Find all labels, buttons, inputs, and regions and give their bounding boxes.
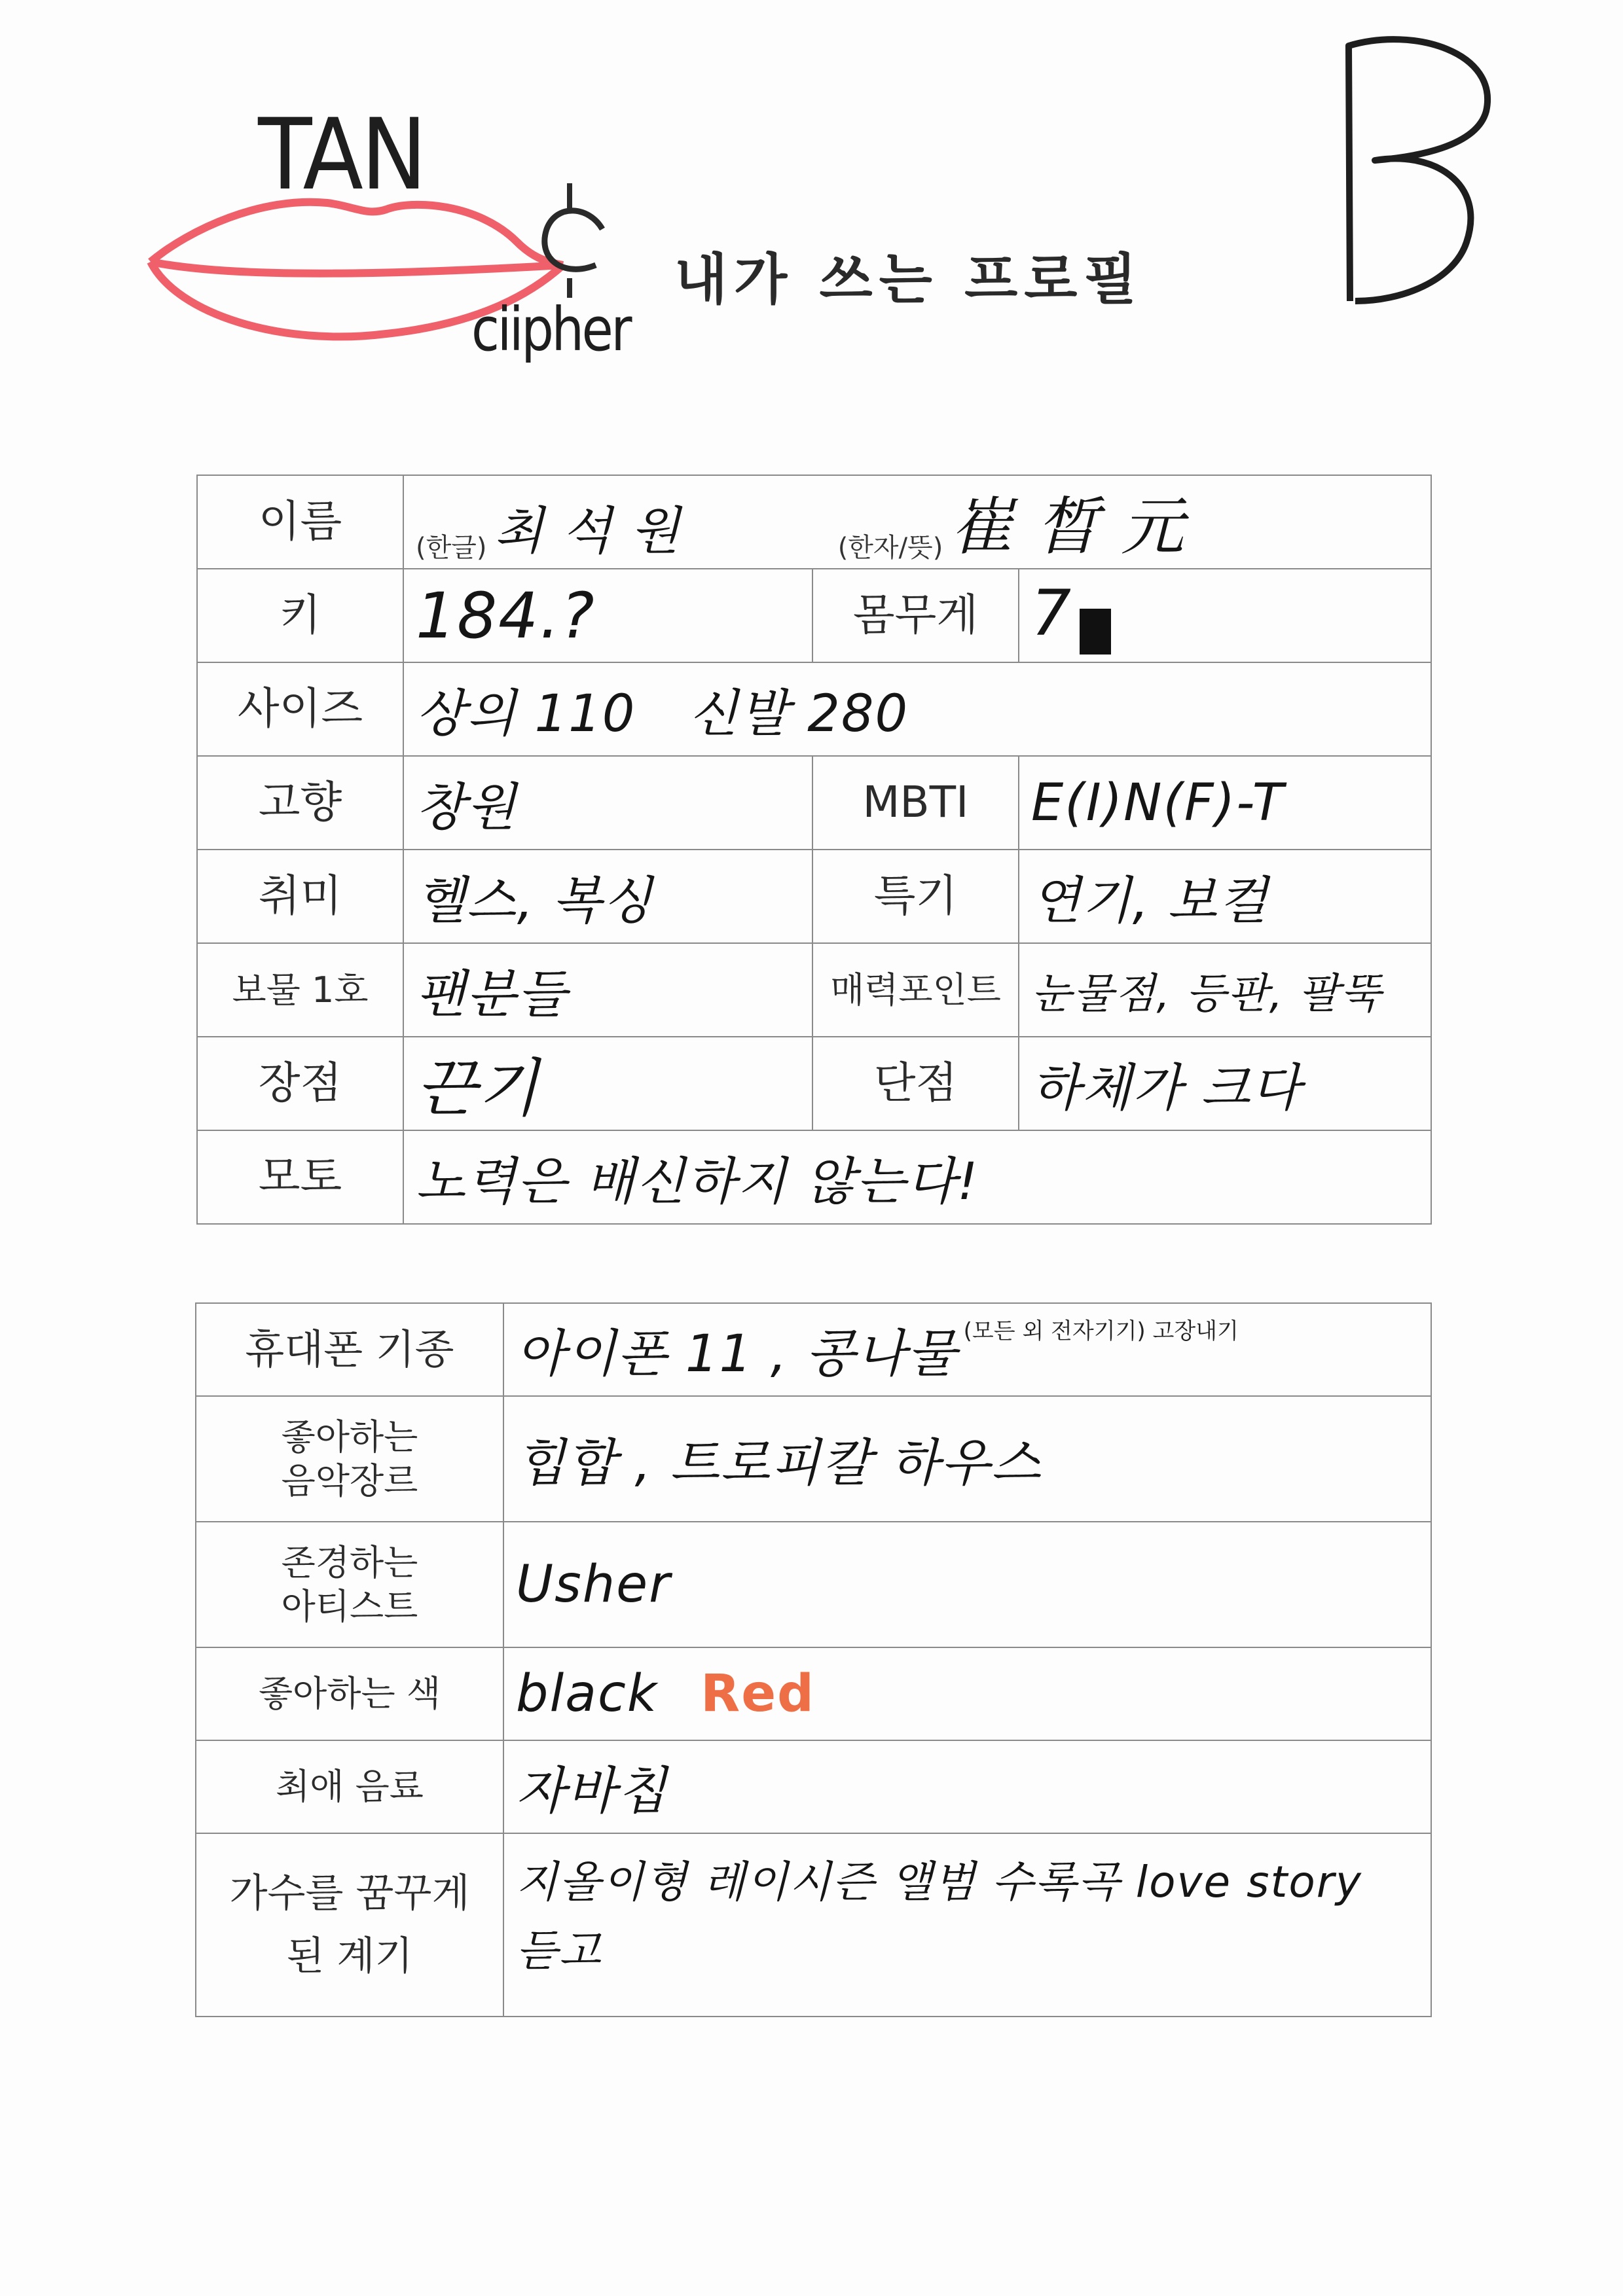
size-label: 사이즈 xyxy=(197,662,403,756)
genre-label-line-2: 음악장르 xyxy=(281,1460,418,1501)
artist-value: Usher xyxy=(516,1555,672,1614)
color-value-black: black xyxy=(516,1664,659,1723)
drink-value: 자바칩 xyxy=(516,1762,668,1821)
corner-mark xyxy=(1336,26,1506,314)
page-title: 내가 쓰는 프로필 xyxy=(674,247,1144,312)
phone-label: 휴대폰 기종 xyxy=(196,1303,503,1396)
skill-label: 특기 xyxy=(812,850,1019,943)
name-hangul-value: 최 석 원 xyxy=(494,502,682,561)
height-label: 키 xyxy=(197,569,403,662)
skill-value: 연기, 보컬 xyxy=(1031,871,1269,931)
charm-label: 매력포인트 xyxy=(812,943,1019,1037)
reason-label xyxy=(196,1833,503,2017)
genre-value: 힙합 , 트로피칼 하우스 xyxy=(516,1434,1042,1493)
hobby-value: 헬스, 복싱 xyxy=(416,871,653,931)
color-value-red: Red xyxy=(701,1664,815,1723)
name-hangul-tag: (한글) xyxy=(416,533,487,563)
artist-label-line-2: 아티스트 xyxy=(281,1586,418,1627)
strength-value: 끈기 xyxy=(416,1052,540,1125)
hobby-label: 취미 xyxy=(197,850,403,943)
logo-text-bottom: ciipher xyxy=(471,295,630,365)
artist-label-line-1: 존경하는 xyxy=(281,1541,418,1583)
motto-label: 모토 xyxy=(197,1130,403,1224)
letter-b-drawing xyxy=(1336,26,1506,314)
favorites-table xyxy=(195,1302,1432,2017)
height-value: 184.? xyxy=(416,579,596,653)
mbti-value: E(I)N(F)-T xyxy=(1031,773,1285,833)
treasure-value: 팬분들 xyxy=(416,965,568,1024)
strength-label: 장점 xyxy=(197,1037,403,1130)
weight-scribble xyxy=(1080,609,1111,655)
reason-value-line-2: 듣고 xyxy=(516,1926,602,1976)
logo-text-top: TAN xyxy=(258,98,425,212)
artist-label xyxy=(196,1522,503,1647)
logo xyxy=(137,98,635,386)
weakness-label: 단점 xyxy=(812,1037,1019,1130)
weakness-value: 하체가 크다 xyxy=(1031,1058,1302,1118)
hometown-label: 고향 xyxy=(197,756,403,850)
motto-value: 노력은 배신하지 않는다! xyxy=(416,1152,979,1211)
charm-value: 눈물점, 등판, 팔뚝 xyxy=(1031,969,1383,1018)
weight-label: 몸무게 xyxy=(812,569,1019,662)
genre-label-line-1: 좋아하는 xyxy=(281,1416,418,1458)
name-hanja-tag: (한자/뜻) xyxy=(837,533,943,563)
phone-value: 아이폰 11 , 콩나물 xyxy=(516,1325,958,1384)
genre-label xyxy=(196,1396,503,1522)
color-label: 좋아하는 색 xyxy=(196,1647,503,1740)
reason-label-line-2: 된 계기 xyxy=(286,1933,413,1979)
name-label: 이름 xyxy=(197,475,403,569)
mbti-label: MBTI xyxy=(812,756,1019,850)
weight-value: 7 xyxy=(1031,576,1073,650)
hometown-value: 창원 xyxy=(416,778,517,837)
phone-note: (모든 외 전자기기) 고장내기 xyxy=(963,1318,1239,1344)
reason-label-line-1: 가수를 꿈꾸게 xyxy=(229,1871,470,1916)
name-cell xyxy=(403,475,1431,569)
reason-value-line-1: 지올이형 레이시즌 앨범 수록곡 love story xyxy=(516,1857,1362,1907)
drink-label: 최애 음료 xyxy=(196,1740,503,1833)
size-value: 상의 110 신발 280 xyxy=(416,684,909,744)
treasure-label: 보물 1호 xyxy=(197,943,403,1037)
profile-table xyxy=(196,475,1432,1225)
name-hanja-value: 崔 晳 元 xyxy=(950,490,1186,564)
